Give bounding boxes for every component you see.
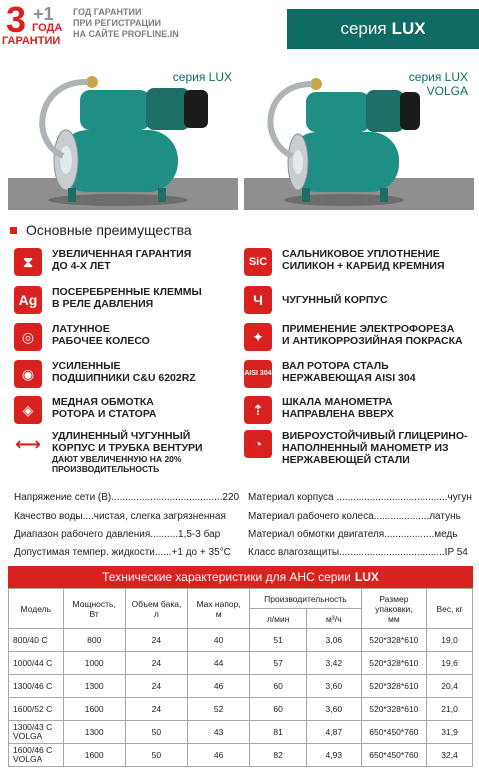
- spec-liquid-temperature: Допустимая темпер. жидкости......+1 до + 35°С: [14, 547, 231, 558]
- feature-aisi-shaft: AISI 304 ВАЛ РОТОРА СТАЛЬ НЕРЖАВЕЮЩАЯ AISI 304: [244, 360, 416, 388]
- cell-pack: 520*328*610: [361, 629, 427, 652]
- manometer-icon: ◔: [244, 430, 272, 458]
- col-tank: Объем бака, л: [125, 589, 187, 629]
- cell-pack: 650*450*760: [361, 744, 427, 767]
- cell-pack: 520*328*610: [361, 675, 427, 698]
- cell-model: 1300/43 C VOLGA: [9, 721, 64, 744]
- feature-gauge-scale: ⇡ ШКАЛА МАНОМЕТРА НАПРАВЛЕНА ВВЕРХ: [244, 396, 394, 424]
- warranty-label: ГАРАНТИИ: [2, 35, 61, 47]
- silver-ag-icon: Ag: [14, 286, 42, 314]
- col-flow-lmin: л/мин: [250, 609, 307, 629]
- cell-head: 40: [188, 629, 250, 652]
- col-model: Модель: [9, 589, 64, 629]
- cell-weight: 19,0: [427, 629, 473, 652]
- table-row: [9, 721, 473, 744]
- feature-cast-iron: Ч ЧУГУННЫЙ КОРПУС: [244, 286, 388, 314]
- spec-impeller-material: Материал рабочего колеса....................латунь: [248, 511, 461, 522]
- cell-power: 1300: [63, 675, 125, 698]
- product-tag-lux: серия LUX: [172, 70, 232, 84]
- product-image-lux: [8, 60, 238, 210]
- cell-weight: 21,0: [427, 698, 473, 721]
- title-bullet-square: [10, 227, 17, 234]
- cell-weight: 20,4: [427, 675, 473, 698]
- cell-head: 46: [188, 744, 250, 767]
- feature-manometer: ◔ ВИБРОУСТОЙЧИВЫЙ ГЛИЦЕРИНО- НАПОЛНЕННЫЙ МАНОМЕТР ИЗ НЕРЖАВЕЮЩЕЙ СТАЛИ: [244, 430, 468, 466]
- hourglass-icon: ⧗: [14, 248, 42, 276]
- col-weight: Вес, кг: [427, 589, 473, 629]
- cell-model: 1000/44 C: [9, 652, 64, 675]
- warranty-years-number: 3: [6, 0, 27, 40]
- spray-icon: ✦: [244, 323, 272, 351]
- cell-lmin: 60: [250, 675, 307, 698]
- cell-m3h: 3,60: [307, 675, 362, 698]
- cell-power: 1600: [63, 744, 125, 767]
- spec-pressure-range: Диапазон рабочего давления..........1,5-3 бар: [14, 529, 221, 540]
- product-tag-volga: серия LUX VOLGA: [408, 70, 468, 98]
- cell-head: 52: [188, 698, 250, 721]
- table-row: [9, 698, 473, 721]
- cell-m3h: 4,93: [307, 744, 362, 767]
- gauge-scale-icon: ⇡: [244, 396, 272, 424]
- cell-pack: 520*328*610: [361, 698, 427, 721]
- cast-iron-icon: Ч: [244, 286, 272, 314]
- feature-electrophoresis: ✦ ПРИМЕНЕНИЕ ЭЛЕКТРОФОРЕЗА И АНТИКОРРОЗИЙНАЯ ПОКРАСКА: [244, 323, 463, 351]
- cell-m3h: 4,87: [307, 721, 362, 744]
- spec-protection-class: Класс влагозащиты......................................IP 54: [248, 547, 468, 558]
- cell-lmin: 51: [250, 629, 307, 652]
- feature-venturi: ⟷ УДЛИНЕННЫЙ ЧУГУННЫЙ КОРПУС И ТРУБКА ВЕНТУРИ ДАЮТ УВЕЛИЧЕННУЮ НА 20% ПРОИЗВОДИТЕЛЬНОСТЬ: [15, 430, 203, 474]
- impeller-icon: ◎: [14, 323, 42, 351]
- warranty-plus-one: +1: [33, 4, 54, 24]
- cell-power: 1000: [63, 652, 125, 675]
- cell-model: 1600/46 C VOLGA: [9, 744, 64, 767]
- cell-lmin: 81: [250, 721, 307, 744]
- spec-winding-material: Материал обмотки двигателя..................медь: [248, 529, 458, 540]
- cell-tank: 24: [125, 698, 187, 721]
- feature-bearings: ◉ УСИЛЕННЫЕ ПОДШИПНИКИ C&U 6202RZ: [14, 360, 196, 388]
- cell-model: 1600/52 C: [9, 698, 64, 721]
- sic-icon: SiC: [244, 248, 272, 276]
- spec-body-material: Материал корпуса ........................................чугун: [248, 492, 472, 503]
- cell-power: 800: [63, 629, 125, 652]
- feature-warranty: ⧗ УВЕЛИЧЕННАЯ ГАРАНТИЯ ДО 4-Х ЛЕТ: [14, 248, 191, 276]
- feature-silver-terminals: Ag ПОСЕРЕБРЕННЫЕ КЛЕММЫ В РЕЛЕ ДАВЛЕНИЯ: [14, 286, 202, 314]
- table-row: [9, 629, 473, 652]
- col-flow-m3h: м³/ч: [307, 609, 362, 629]
- specifications-table: [8, 588, 473, 767]
- cell-model: 800/40 C: [9, 629, 64, 652]
- table-header-row: [9, 589, 473, 609]
- cell-m3h: 3,60: [307, 698, 362, 721]
- warranty-years-word: ГОДА: [32, 22, 63, 34]
- cell-head: 44: [188, 652, 250, 675]
- col-pack: Размер упаковки, мм: [361, 589, 427, 629]
- cell-tank: 24: [125, 629, 187, 652]
- arrows-icon: ⟷: [15, 433, 41, 454]
- table-title: Технические характеристики для АНС серии LUX: [8, 566, 473, 588]
- col-power: Мощность, Вт: [63, 589, 125, 629]
- cell-power: 1300: [63, 721, 125, 744]
- cell-m3h: 3,06: [307, 629, 362, 652]
- cell-m3h: 3,42: [307, 652, 362, 675]
- cell-weight: 19,6: [427, 652, 473, 675]
- cell-weight: 31,9: [427, 721, 473, 744]
- bearing-icon: ◉: [14, 360, 42, 388]
- cell-tank: 50: [125, 744, 187, 767]
- cell-pack: 520*328*610: [361, 652, 427, 675]
- cell-tank: 50: [125, 721, 187, 744]
- table-body: [9, 629, 473, 767]
- feature-sic-seal: SiC САЛЬНИКОВОЕ УПЛОТНЕНИЕ СИЛИКОН + КАРБИД КРЕМНИЯ: [244, 248, 445, 276]
- cell-pack: 650*450*760: [361, 721, 427, 744]
- product-image-lux-volga: [244, 60, 474, 210]
- spec-water-quality: Качество воды....чистая, слегка загрязненная: [14, 511, 226, 522]
- cell-lmin: 60: [250, 698, 307, 721]
- table-row: [9, 652, 473, 675]
- feature-copper-winding: ◈ МЕДНАЯ ОБМОТКА РОТОРА И СТАТОРА: [14, 396, 157, 424]
- cell-tank: 24: [125, 652, 187, 675]
- table-row: [9, 744, 473, 767]
- warranty-note: ГОД ГАРАНТИИ ПРИ РЕГИСТРАЦИИ НА САЙТЕ PROFLINE.IN: [73, 7, 179, 39]
- cell-head: 43: [188, 721, 250, 744]
- aisi-icon: AISI 304: [244, 360, 272, 388]
- copper-winding-icon: ◈: [14, 396, 42, 424]
- cell-lmin: 82: [250, 744, 307, 767]
- cell-lmin: 57: [250, 652, 307, 675]
- cell-tank: 24: [125, 675, 187, 698]
- advantages-title: Основные преимущества: [10, 222, 192, 238]
- series-banner: серия LUX: [287, 9, 479, 49]
- cell-weight: 32,4: [427, 744, 473, 767]
- feature-brass-impeller: ◎ ЛАТУННОЕ РАБОЧЕЕ КОЛЕСО: [14, 323, 150, 351]
- cell-model: 1300/46 C: [9, 675, 64, 698]
- cell-head: 46: [188, 675, 250, 698]
- cell-power: 1600: [63, 698, 125, 721]
- page-header: [0, 0, 479, 56]
- table-row: [9, 675, 473, 698]
- col-head: Max напор, м: [188, 589, 250, 629]
- col-flow: Производительность: [250, 589, 361, 609]
- spec-voltage: Напряжение сети (В)........................................220: [14, 492, 240, 503]
